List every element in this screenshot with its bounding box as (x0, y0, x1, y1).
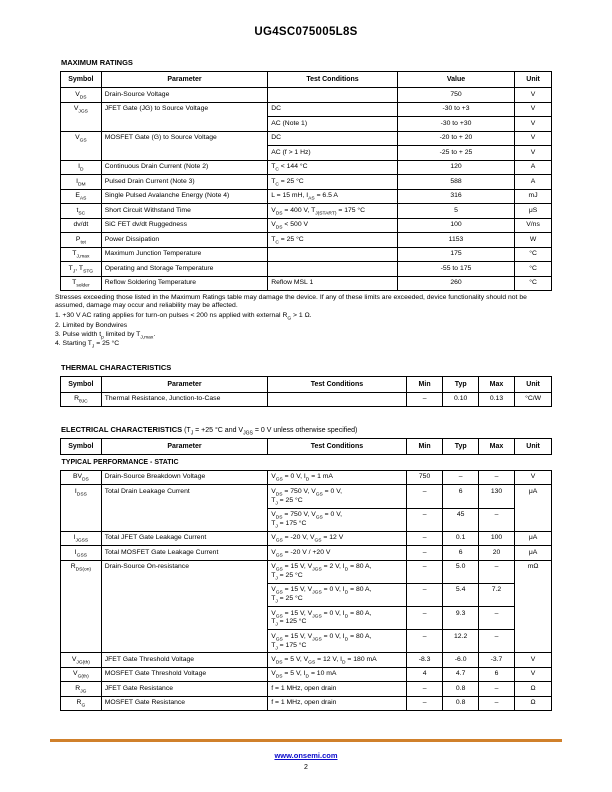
section-heading-thermal: THERMAL CHARACTERISTICS (61, 362, 172, 372)
column-header: Test Conditions (268, 72, 398, 88)
table-cell: -55 to 175 (397, 262, 514, 277)
table-cell: Drain-Source Voltage (101, 88, 267, 103)
footnote: 4. Starting $T_J = 25$ °C (55, 339, 120, 350)
table-cell: – (406, 392, 443, 407)
table-cell: $T_{solder}$ (61, 276, 102, 291)
table-cell: 0.13 (478, 392, 514, 407)
table-cell: – (406, 508, 443, 531)
table-cell: V/ns (515, 218, 552, 233)
table-cell: $T_C < 144$ °C (268, 160, 398, 175)
electrical-table-container (55, 438, 555, 711)
table-cell: f = 1 MHz, open drain (268, 682, 406, 697)
table-row (61, 131, 552, 146)
table-cell: 45 (443, 508, 478, 531)
table-row (61, 653, 552, 668)
table-cell: $V_{GS} = 15$ V, $V_{JGS} = 0$ V, $I_D = 80$ A, $T_J = 25$ °C (268, 583, 406, 606)
table-cell: Ω (515, 696, 552, 711)
table-cell: -30 to +3 (397, 102, 514, 117)
table-cell: V (515, 88, 552, 103)
table-section-row (61, 455, 552, 471)
table-cell: – (478, 607, 514, 630)
table-row (61, 470, 552, 485)
table-cell: $V_{DS} = 5$ V, $V_{GS} = 12$ V, $I_D = 180$ mA (268, 653, 406, 668)
column-header: Symbol (61, 376, 102, 392)
table-cell: 4 (406, 667, 443, 682)
table-cell: 0.8 (443, 682, 478, 697)
table-cell: -6.0 (443, 653, 478, 668)
thermal-table-container (55, 376, 555, 408)
notes-list (55, 311, 555, 350)
table-row (61, 276, 552, 291)
table-row (61, 204, 552, 219)
table-cell: $BV_{DS}$ (61, 470, 102, 485)
electrical-heading-label: ELECTRICAL CHARACTERISTICS (61, 425, 183, 435)
column-header: Typ (443, 439, 478, 455)
footnote: 3. Pulse width $t_p$ limited by $T_{J,max}$. (55, 330, 156, 340)
table-cell: 5.0 (443, 560, 478, 583)
table-cell: V (515, 667, 552, 682)
table-cell: $V_{GS} = -20$ V, $V_{GS} = 12$ V (268, 531, 406, 546)
table-cell: DC (268, 131, 398, 146)
table-cell: DC (268, 102, 398, 117)
table-cell: – (478, 508, 514, 531)
table-cell: $V_{GS}$ (61, 131, 102, 160)
table-cell: 100 (397, 218, 514, 233)
table-cell: $T_J$, $T_{STG}$ (61, 262, 102, 277)
table-row (61, 88, 552, 103)
column-header: Max (478, 439, 514, 455)
table-cell: $R_{\theta JC}$ (61, 392, 102, 407)
table-cell: $V_{DS} = 400$ V, $T_{J(START)} = 175$ °C (268, 204, 398, 219)
table-cell: $V_{DS}$ (61, 88, 102, 103)
table-cell: – (406, 531, 443, 546)
table-cell (268, 247, 398, 262)
table-cell: AC (Note 1) (268, 117, 398, 132)
page-footer (0, 739, 612, 771)
column-header: Typ (443, 376, 478, 392)
table-cell: $V_{GS} = 15$ V, $V_{JGS} = 0$ V, $I_D = 80$ A, $T_J = 175$ °C (268, 630, 406, 653)
column-header: Symbol (61, 439, 102, 455)
table-cell: MOSFET Gate (G) to Source Voltage (101, 131, 267, 160)
table-cell: 7.2 (478, 583, 514, 606)
table-cell: 20 (478, 546, 514, 561)
column-header: Min (406, 376, 443, 392)
table-cell: 120 (397, 160, 514, 175)
table-cell: – (478, 630, 514, 653)
table-row (61, 485, 552, 508)
column-header: Max (478, 376, 514, 392)
table-cell: 588 (397, 175, 514, 190)
table-cell: $R_G$ (61, 696, 102, 711)
table-cell: °C (515, 262, 552, 277)
doc-title: UG4SC075005L8S (254, 26, 358, 38)
table-row (61, 102, 552, 117)
table-cell: $V_{GS} = 15$ V, $V_{JGS} = 0$ V, $I_D = 80$ A, $T_J = 125$ °C (268, 607, 406, 630)
column-header: Parameter (101, 439, 267, 455)
table-cell: V (515, 470, 552, 485)
column-header: Unit (515, 376, 552, 392)
table-cell: -8.3 (406, 653, 443, 668)
table-cell: $V_{DS} < 500$ V (268, 218, 398, 233)
table-row (61, 531, 552, 546)
table-cell: A (515, 175, 552, 190)
column-header: Value (397, 72, 514, 88)
table-cell: – (406, 485, 443, 508)
table-row (61, 696, 552, 711)
table-cell: V (515, 102, 552, 117)
table-cell: 5 (397, 204, 514, 219)
table-cell: V (515, 653, 552, 668)
table-cell: Total Drain Leakage Current (101, 485, 267, 531)
table-header-row (61, 439, 552, 455)
column-header: Test Conditions (268, 376, 406, 392)
table-cell: $T_C = 25$ °C (268, 175, 398, 190)
table-cell: Short Circuit Withstand Time (101, 204, 267, 219)
table-row (61, 667, 552, 682)
table-cell: 175 (397, 247, 514, 262)
table-cell: Reflow MSL 1 (268, 276, 398, 291)
table-cell: 5.4 (443, 583, 478, 606)
table-cell: Drain-Source On-resistance (101, 560, 267, 653)
table-header-row (61, 376, 552, 392)
table-cell: μA (515, 546, 552, 561)
table-cell: -30 to +30 (397, 117, 514, 132)
table-cell: °C (515, 247, 552, 262)
table-cell: -20 to + 20 (397, 131, 514, 146)
footnote: 1. +30 V AC rating applies for turn-on pulses < 200 ns applied with external $R_G > 1$ Ω. (55, 312, 312, 322)
table-cell: 12.2 (443, 630, 478, 653)
table-cell: μS (515, 204, 552, 219)
table-cell: $T_{J,max}$ (61, 247, 102, 262)
table-header-row (61, 72, 552, 88)
table-cell: $R_{JG}$ (61, 682, 102, 697)
table-cell: mJ (515, 189, 552, 204)
table-cell: $I_D$ (61, 160, 102, 175)
table-cell: °C/W (515, 392, 552, 407)
table-cell: $I_{DM}$ (61, 175, 102, 190)
table-row (61, 189, 552, 204)
table-cell: 750 (397, 88, 514, 103)
table-cell: $R_{DS(on)}$ (61, 560, 102, 653)
table-cell: – (478, 560, 514, 583)
table-cell: 0.8 (443, 696, 478, 711)
max-ratings-table (60, 71, 552, 291)
table-cell: – (478, 682, 514, 697)
table-cell: – (443, 470, 478, 485)
table-cell: Operating and Storage Temperature (101, 262, 267, 277)
section-heading-maximum-ratings: MAXIMUM RATINGS (61, 58, 133, 67)
table-cell: $E_{AS}$ (61, 189, 102, 204)
footer-rule (50, 739, 562, 742)
table-cell: 0.10 (443, 392, 478, 407)
page-number: 2 (304, 763, 308, 771)
table-cell: Power Dissipation (101, 233, 267, 248)
table-cell: 750 (406, 470, 443, 485)
table-cell (268, 262, 398, 277)
table-cell: L = 15 mH, $I_{AS} = 6.5$ A (268, 189, 398, 204)
table-cell: Single Pulsed Avalanche Energy (Note 4) (101, 189, 267, 204)
table-cell: 6 (478, 667, 514, 682)
table-row (61, 175, 552, 190)
table-cell: $I_{JGSS}$ (61, 531, 102, 546)
table-cell: 6 (443, 485, 478, 508)
table-cell: mΩ (515, 560, 552, 653)
table-cell: 260 (397, 276, 514, 291)
column-header: Unit (515, 439, 552, 455)
table-row (61, 218, 552, 233)
onsemi-link[interactable]: www.onsemi.com (274, 750, 338, 760)
table-cell: $I_{GSS}$ (61, 546, 102, 561)
table-cell (268, 392, 406, 407)
table-cell: – (406, 546, 443, 561)
table-row (61, 233, 552, 248)
table-cell: Maximum Junction Temperature (101, 247, 267, 262)
table-cell: 316 (397, 189, 514, 204)
max-ratings-table-container (55, 71, 555, 291)
table-cell: Thermal Resistance, Junction-to-Case (101, 392, 267, 407)
table-section-label: TYPICAL PERFORMANCE - STATIC (61, 455, 552, 471)
table-cell: f = 1 MHz, open drain (268, 696, 406, 711)
electrical-table (60, 438, 552, 711)
table-row (61, 247, 552, 262)
table-cell: $P_{tot}$ (61, 233, 102, 248)
table-cell: $V_{DS} = 5$ V, $I_D = 10$ mA (268, 667, 406, 682)
table-cell: μA (515, 485, 552, 531)
table-cell: Total MOSFET Gate Leakage Current (101, 546, 267, 561)
column-header: Test Conditions (268, 439, 406, 455)
table-cell: -3.7 (478, 653, 514, 668)
table-cell: μA (515, 531, 552, 546)
table-cell: $V_{GS} = -20$ V / +20 V (268, 546, 406, 561)
table-cell: $T_C = 25$ °C (268, 233, 398, 248)
table-cell: $I_{DSS}$ (61, 485, 102, 531)
table-cell: MOSFET Gate Resistance (101, 696, 267, 711)
table-cell: 0.1 (443, 531, 478, 546)
table-cell: $V_{JGS}$ (61, 102, 102, 131)
table-row (61, 160, 552, 175)
table-cell: – (406, 560, 443, 583)
table-cell: 4.7 (443, 667, 478, 682)
table-cell: $V_{DS} = 750$ V, $V_{GS} = 0$ V, $T_J = 175$ °C (268, 508, 406, 531)
table-cell: JFET Gate Threshold Voltage (101, 653, 267, 668)
electrical-heading-condition: ($T_J = +25$ °C and $V_{JGS} = 0$ V unless otherwise specified) (182, 427, 358, 437)
column-header: Parameter (101, 72, 267, 88)
column-header: Parameter (101, 376, 267, 392)
table-cell: W (515, 233, 552, 248)
table-row (61, 560, 552, 583)
column-header: Min (406, 439, 443, 455)
table-row (61, 546, 552, 561)
stress-note: Stresses exceeding those listed in the Maximum Ratings table may damage the device. If any of these limits are exceeded, device functionality should not be assumed, damage may occur and reliability may be affected. (55, 293, 527, 310)
table-row (61, 392, 552, 407)
table-cell: – (406, 583, 443, 606)
table-cell: $V_{DS} = 750$ V, $V_{GS} = 0$ V, $T_J = 25$ °C (268, 485, 406, 508)
footnote: 2. Limited by Bondwires (55, 321, 128, 329)
table-cell: 1153 (397, 233, 514, 248)
table-cell: Pulsed Drain Current (Note 3) (101, 175, 267, 190)
column-header: Symbol (61, 72, 102, 88)
table-cell: A (515, 160, 552, 175)
table-cell: SiC FET dv/dt Ruggedness (101, 218, 267, 233)
section-heading-electrical (61, 425, 555, 437)
table-cell: V (515, 131, 552, 146)
table-cell: Total JFET Gate Leakage Current (101, 531, 267, 546)
thermal-table (60, 376, 552, 408)
table-cell: $V_{GS} = 0$ V, $I_D = 1$ mA (268, 470, 406, 485)
table-cell: Ω (515, 682, 552, 697)
table-cell: $V_{G(th)}$ (61, 667, 102, 682)
table-cell: dv/dt (61, 218, 102, 233)
table-cell: – (406, 682, 443, 697)
table-cell: JFET Gate Resistance (101, 682, 267, 697)
table-cell (268, 88, 398, 103)
table-cell: $V_{GS} = 15$ V, $V_{JGS} = 2$ V, $I_D = 80$ A, $T_J = 25$ °C (268, 560, 406, 583)
table-cell: 130 (478, 485, 514, 508)
table-cell: MOSFET Gate Threshold Voltage (101, 667, 267, 682)
table-row (61, 682, 552, 697)
table-cell: – (406, 607, 443, 630)
table-cell: °C (515, 276, 552, 291)
table-cell: AC (f > 1 Hz) (268, 146, 398, 161)
table-cell: JFET Gate (JG) to Source Voltage (101, 102, 267, 131)
table-cell: $t_{SC}$ (61, 204, 102, 219)
column-header: Unit (515, 72, 552, 88)
table-cell: V (515, 117, 552, 132)
page-content (55, 58, 555, 711)
table-cell: -25 to + 25 (397, 146, 514, 161)
table-cell: $V_{JG(th)}$ (61, 653, 102, 668)
table-cell: – (406, 696, 443, 711)
table-cell: – (478, 470, 514, 485)
table-cell: Continuous Drain Current (Note 2) (101, 160, 267, 175)
table-cell: 6 (443, 546, 478, 561)
table-cell: – (406, 630, 443, 653)
table-cell: 9.3 (443, 607, 478, 630)
table-cell: Drain-Source Breakdown Voltage (101, 470, 267, 485)
table-row (61, 262, 552, 277)
table-cell: 100 (478, 531, 514, 546)
table-cell: Reflow Soldering Temperature (101, 276, 267, 291)
table-cell: V (515, 146, 552, 161)
table-cell: – (478, 696, 514, 711)
